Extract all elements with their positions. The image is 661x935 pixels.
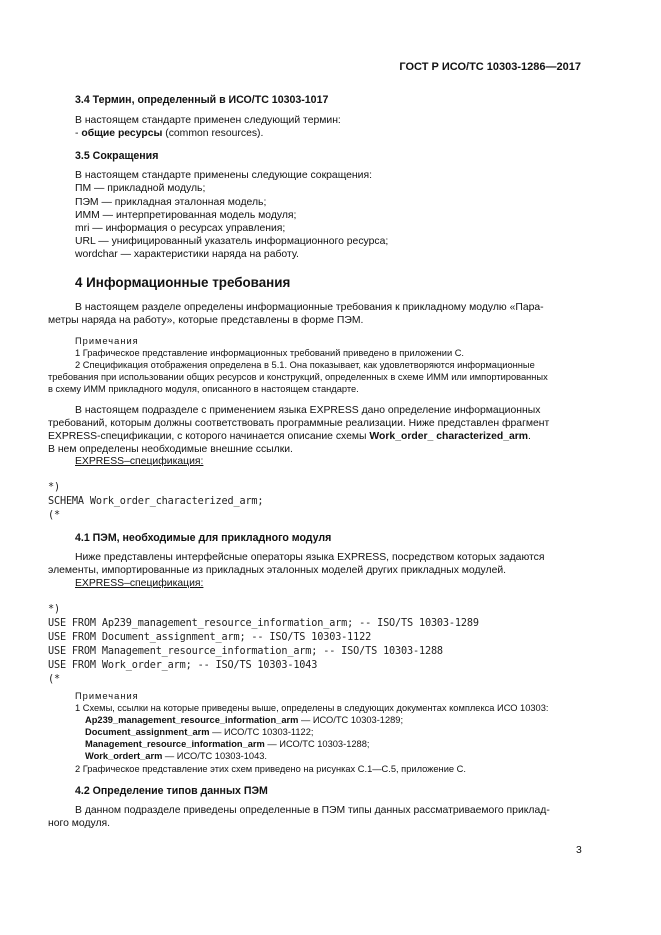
schema-ref-name: Ap239_management_resource_information_arm xyxy=(85,715,299,725)
express-spec-label: EXPRESS–спецификация: xyxy=(75,578,204,589)
schema-ref-name: Work_ordert_arm xyxy=(85,751,163,761)
paragraph-line: Ниже представлены интерфейсные операторы языка EXPRESS, посредством которых задаются xyxy=(75,552,545,563)
schema-ref-name: Document_assignment_arm xyxy=(85,727,210,737)
abbreviation-item: URL — унифицированный указатель информационного ресурса; xyxy=(75,236,389,247)
abbreviation-item: ПМ — прикладной модуль; xyxy=(75,183,206,194)
section-3-4-heading: 3.4 Термин, определенный в ИСО/ТС 10303-1017 xyxy=(75,94,329,106)
note-line: 1 Графическое представление информационных требований приведено в приложении С. xyxy=(75,348,465,358)
code-line: (* xyxy=(48,510,60,521)
section-3-4-intro: В настоящем стандарте применен следующий термин: xyxy=(75,115,341,126)
paragraph-line: В нем определены необходимые внешние ссылки. xyxy=(48,444,293,455)
note-line: 1 Схемы, ссылки на которые приведены выше, определены в следующих документах комплекса ИСО 10303: xyxy=(75,703,549,713)
code-line: USE FROM Ap239_management_resource_information_arm; -- ISO/TS 10303-1289 xyxy=(48,618,479,629)
code-line: USE FROM Management_resource_information_arm; -- ISO/TS 10303-1288 xyxy=(48,646,443,657)
section-3-5-heading: 3.5 Сокращения xyxy=(75,150,159,162)
section-3-5-intro: В настоящем стандарте применены следующие сокращения: xyxy=(75,170,372,181)
paragraph-text: EXPRESS-спецификации, с которого начинается описание схемы xyxy=(48,431,367,442)
schema-ref-doc: — ИСО/ТС 10303-1043. xyxy=(162,751,268,761)
term-dash: - xyxy=(75,128,79,139)
notes-title: Примечания xyxy=(75,336,139,346)
paragraph-line: В настоящем подразделе с применением языка EXPRESS дано определение информационных xyxy=(75,405,541,416)
abbreviation-item: ПЭМ — прикладная эталонная модель; xyxy=(75,197,267,208)
term-item xyxy=(75,127,263,140)
paragraph-line: элементы, импортированные из прикладных эталонных моделей других прикладных модулей. xyxy=(48,565,507,576)
note-line: 2 Спецификация отображения определена в 5.1. Она показывает, как удовлетворяются информационные xyxy=(75,360,535,370)
schema-ref-name: Management_resource_information_arm xyxy=(85,739,265,749)
term-english: (common resources). xyxy=(165,128,264,139)
paragraph-line: ного модуля. xyxy=(48,818,111,829)
code-line: (* xyxy=(48,674,60,685)
paragraph-line xyxy=(48,430,531,443)
paragraph-line: метры наряда на работу», которые представлены в форме ПЭМ. xyxy=(48,315,364,326)
schema-ref-doc: — ИСО/ТС 10303-1289; xyxy=(298,715,404,725)
schema-name: Work_order_ characterized_arm xyxy=(369,431,529,442)
schema-ref-doc: — ИСО/ТС 10303-1122; xyxy=(209,727,314,737)
page-number: 3 xyxy=(576,845,582,856)
paragraph-period: . xyxy=(528,431,531,442)
document-header: ГОСТ Р ИСО/ТС 10303-1286—2017 xyxy=(399,61,581,73)
section-4-heading: 4 Информационные требования xyxy=(75,275,291,290)
schema-ref-doc: — ИСО/ТС 10303-1288; xyxy=(264,739,370,749)
abbreviation-item: mri — информация о ресурсах управления; xyxy=(75,223,286,234)
section-4-1-heading: 4.1 ПЭМ, необходимые для прикладного модуля xyxy=(75,532,332,544)
code-line: USE FROM Document_assignment_arm; -- ISO/TS 10303-1122 xyxy=(48,632,372,643)
express-spec-label: EXPRESS–спецификация: xyxy=(75,456,204,467)
term-bold: общие ресурсы xyxy=(81,128,163,139)
code-line: *) xyxy=(48,604,60,615)
section-4-2-heading: 4.2 Определение типов данных ПЭМ xyxy=(75,785,268,797)
paragraph-line: требований, которым должны соответствовать программные реализации. Ниже представлен фрагмент xyxy=(48,418,550,429)
schema-ref xyxy=(85,750,267,763)
paragraph-line: В данном подразделе приведены определенные в ПЭМ типы данных рассматриваемого приклад- xyxy=(75,805,550,816)
code-line: SCHEMA Work_order_characterized_arm; xyxy=(48,496,264,507)
abbreviation-item: wordchar — характеристики наряда на работу. xyxy=(75,249,299,260)
note-line: в схему ИММ прикладного модуля, описанного в настоящем стандарте. xyxy=(48,384,359,394)
code-line: *) xyxy=(48,482,60,493)
code-line: USE FROM Work_order_arm; -- ISO/TS 10303-1043 xyxy=(48,660,318,671)
abbreviation-item: ИММ — интерпретированная модель модуля; xyxy=(75,210,297,221)
notes-title: Примечания xyxy=(75,691,139,701)
note-line: 2 Графическое представление этих схем приведено на рисунках С.1—С.5, приложение С. xyxy=(75,764,466,774)
paragraph-line: В настоящем разделе определены информационные требования к прикладному модулю «Пара- xyxy=(75,302,544,313)
note-line: требования при использовании общих ресурсов и конструкций, определенных в схеме ИММ или импортированных xyxy=(48,372,548,382)
